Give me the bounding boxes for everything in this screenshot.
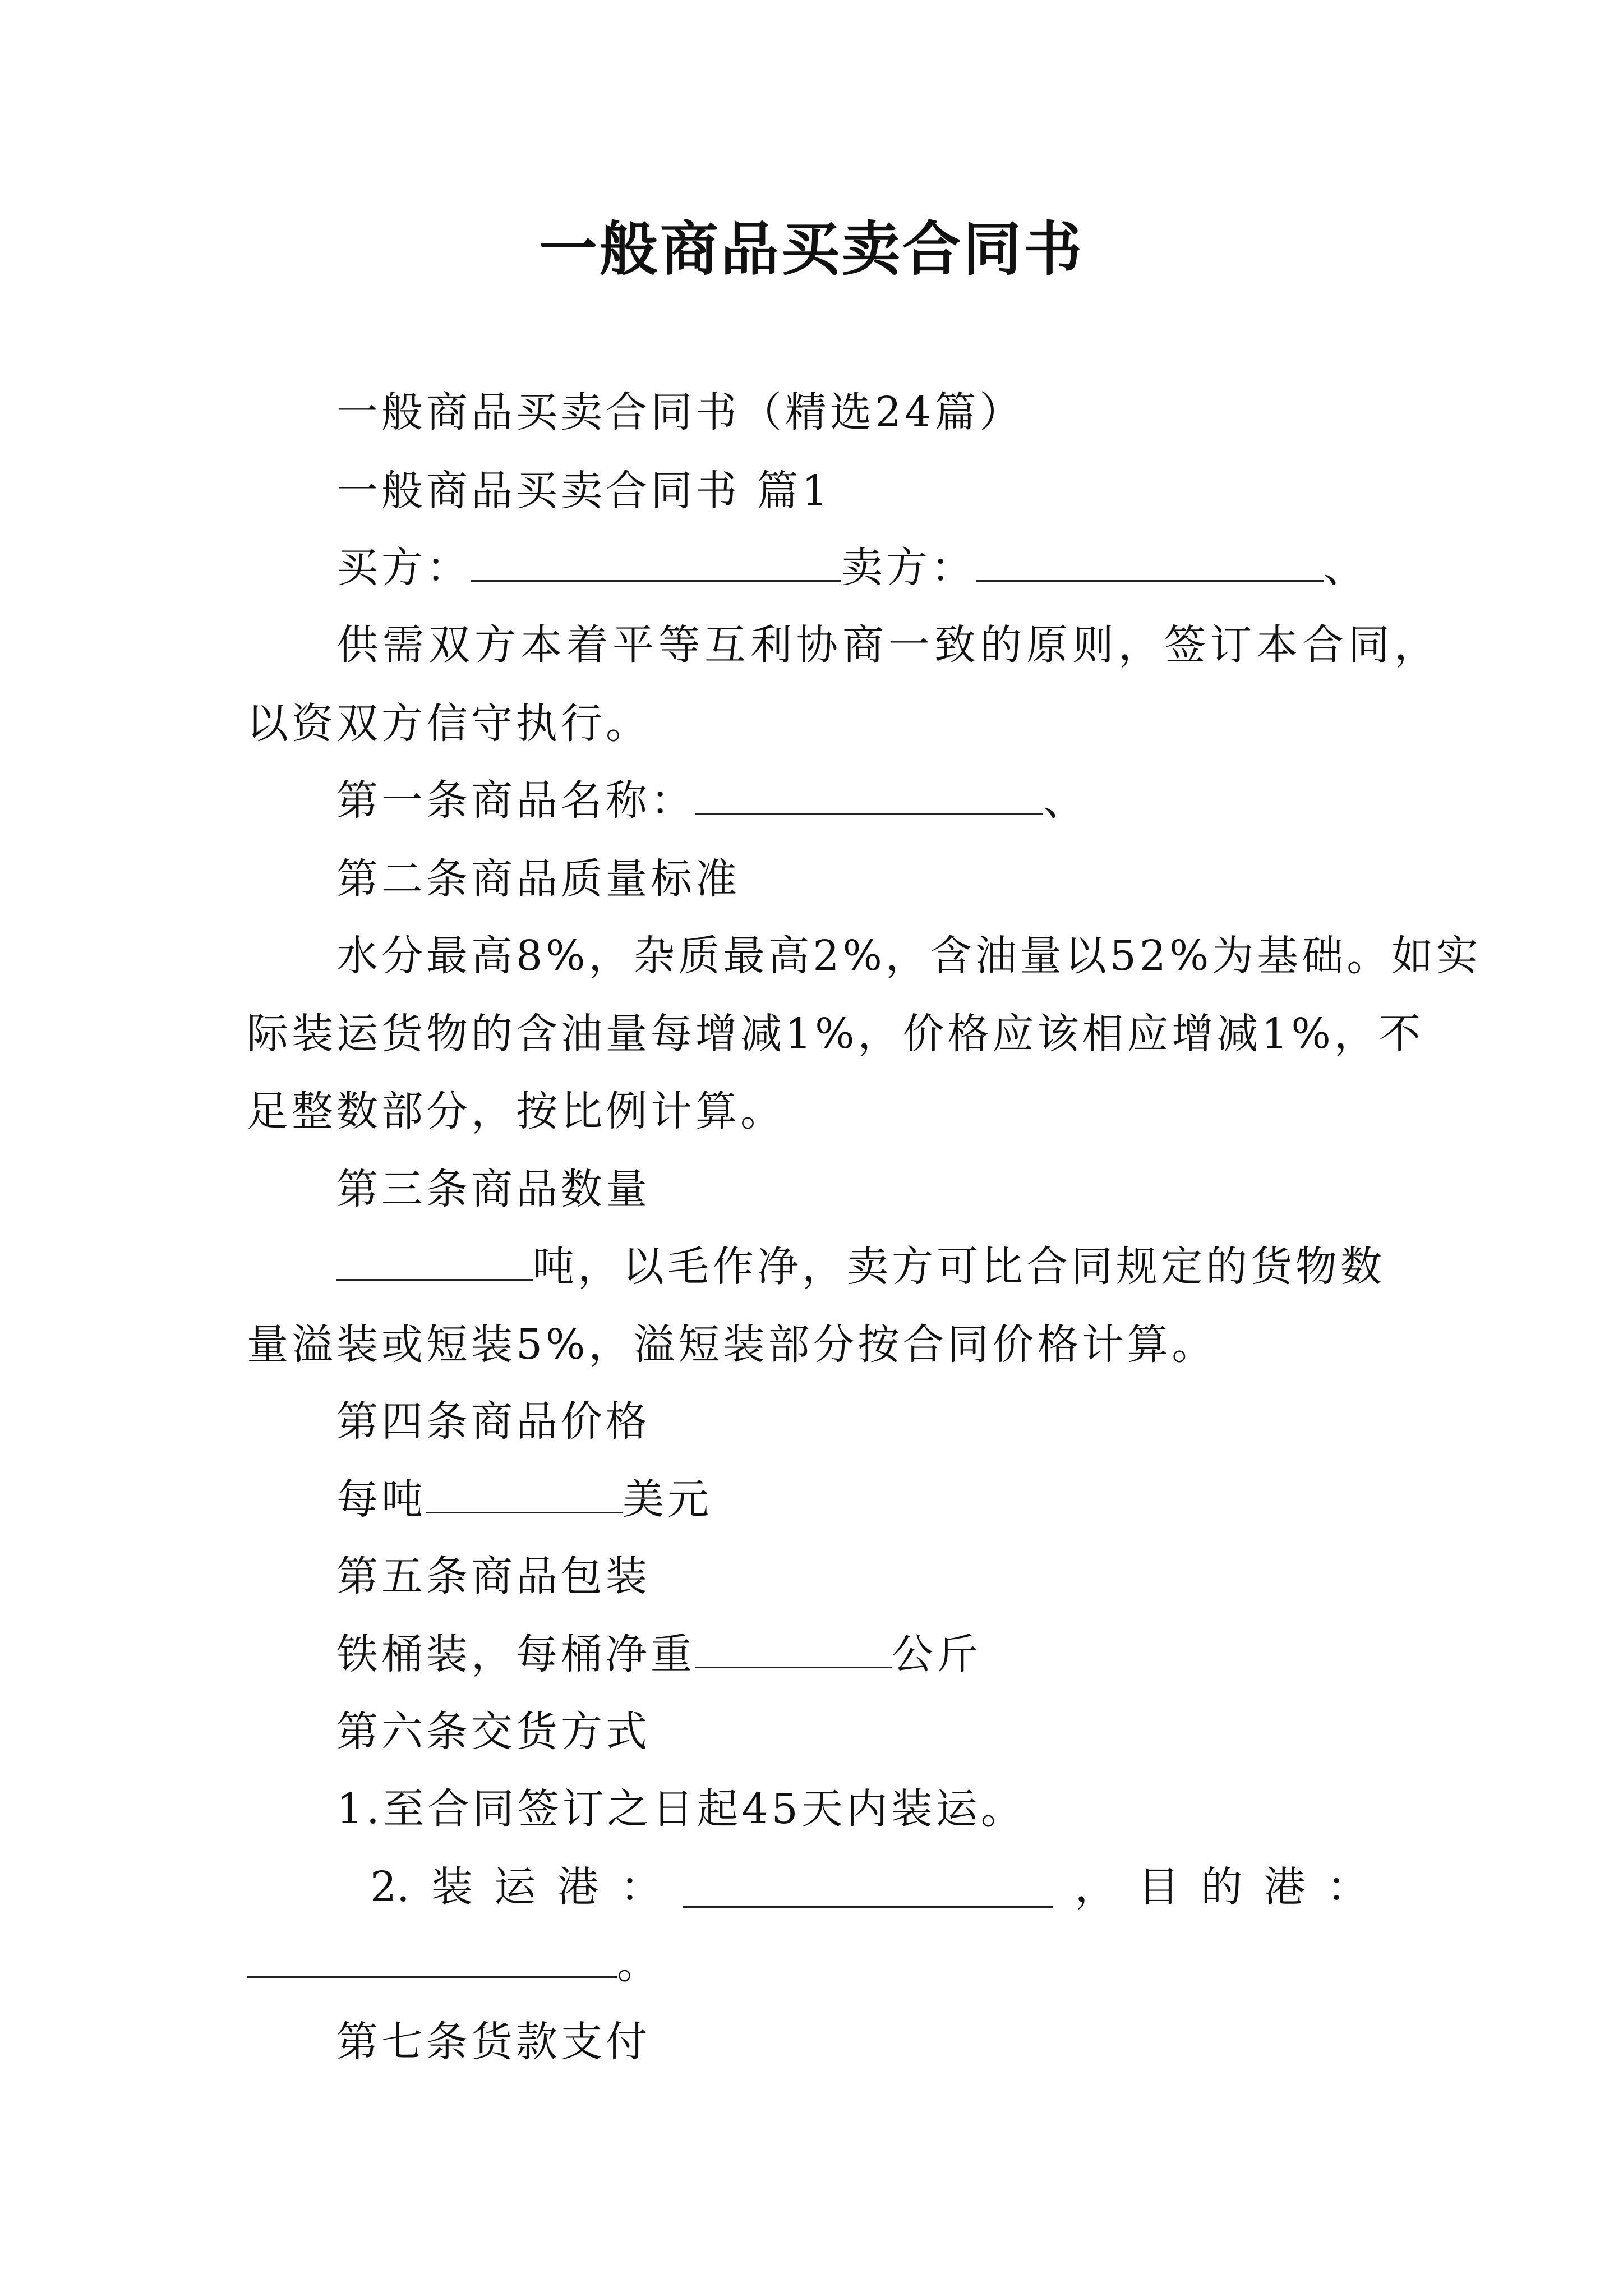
article5-suffix: 公斤	[892, 1630, 981, 1679]
article4-suffix: 美元	[623, 1475, 712, 1524]
article7-heading: 第七条货款支付	[336, 2018, 651, 2066]
destination-port-line	[247, 1940, 662, 1989]
article3-line-1	[336, 1243, 1385, 1291]
article6-item-1: 1.至合同签订之日起45天内装运。	[336, 1785, 1026, 1833]
seller-label: 卖方：	[841, 544, 976, 592]
item2-number: 2.	[370, 1863, 410, 1911]
preamble-line-2: 以资双方信守执行。	[247, 700, 651, 748]
item2-comma: ，	[1075, 1863, 1117, 1911]
article6-heading: 第六条交货方式	[336, 1708, 651, 1756]
buyer-label: 买方：	[336, 544, 471, 592]
loading-port-blank	[683, 1867, 1053, 1908]
item2-end: 。	[617, 1940, 662, 1989]
article5-prefix: 铁桶装，每桶净重	[336, 1630, 695, 1679]
preamble-line-1: 供需双方本着平等互利协商一致的原则，签订本合同，	[336, 621, 1440, 669]
article1-line	[336, 776, 1088, 825]
article4-price-line	[336, 1475, 712, 1524]
document-title: 一般商品买卖合同书	[538, 214, 1084, 283]
seller-blank	[976, 547, 1324, 582]
article4-heading: 第四条商品价格	[336, 1397, 651, 1446]
article2-line-3: 足整数部分，按比例计算。	[247, 1087, 785, 1135]
article3-line-2: 量溢装或短装5%，溢短装部分按合同价格计算。	[247, 1320, 1217, 1369]
item2-colon: ：	[1326, 1863, 1368, 1911]
article2-heading: 第二条商品质量标准	[336, 855, 740, 903]
item2-char: 港	[557, 1863, 599, 1911]
parties-trail: 、	[1324, 544, 1368, 592]
article1-label: 第一条商品名称：	[336, 776, 695, 825]
article1-blank	[695, 780, 1043, 815]
parties-line	[336, 544, 1368, 592]
article3-heading: 第三条商品数量	[336, 1165, 651, 1213]
article3-quantity-blank	[336, 1246, 533, 1281]
article1-trail: 、	[1043, 776, 1088, 825]
buyer-blank	[471, 547, 841, 582]
item2-colon: ：	[620, 1863, 662, 1911]
document-subtitle: 一般商品买卖合同书（精选24篇）	[336, 388, 1025, 436]
item2-char: 运	[494, 1863, 536, 1911]
item2-char: 的	[1201, 1863, 1243, 1911]
section-heading: 一般商品买卖合同书 篇1	[336, 467, 832, 515]
article5-heading: 第五条商品包装	[336, 1552, 651, 1600]
article5-weight-blank	[695, 1634, 892, 1668]
article3-line-1-text: 吨，以毛作净，卖方可比合同规定的货物数	[533, 1243, 1385, 1291]
item2-char: 目	[1137, 1863, 1179, 1911]
article4-prefix: 每吨	[336, 1475, 426, 1524]
item2-char: 港	[1264, 1863, 1306, 1911]
article4-price-blank	[426, 1479, 623, 1513]
article5-package-line	[336, 1630, 981, 1679]
item2-char: 装	[431, 1863, 473, 1911]
article2-line-1: 水分最高8%，杂质最高2%，含油量以52%为基础。如实	[336, 932, 1482, 980]
article2-line-2: 际装运货物的含油量每增减1%，价格应该相应增减1%，不	[247, 1010, 1424, 1058]
article6-item-2	[370, 1863, 1368, 1911]
destination-port-blank	[247, 1943, 617, 1978]
